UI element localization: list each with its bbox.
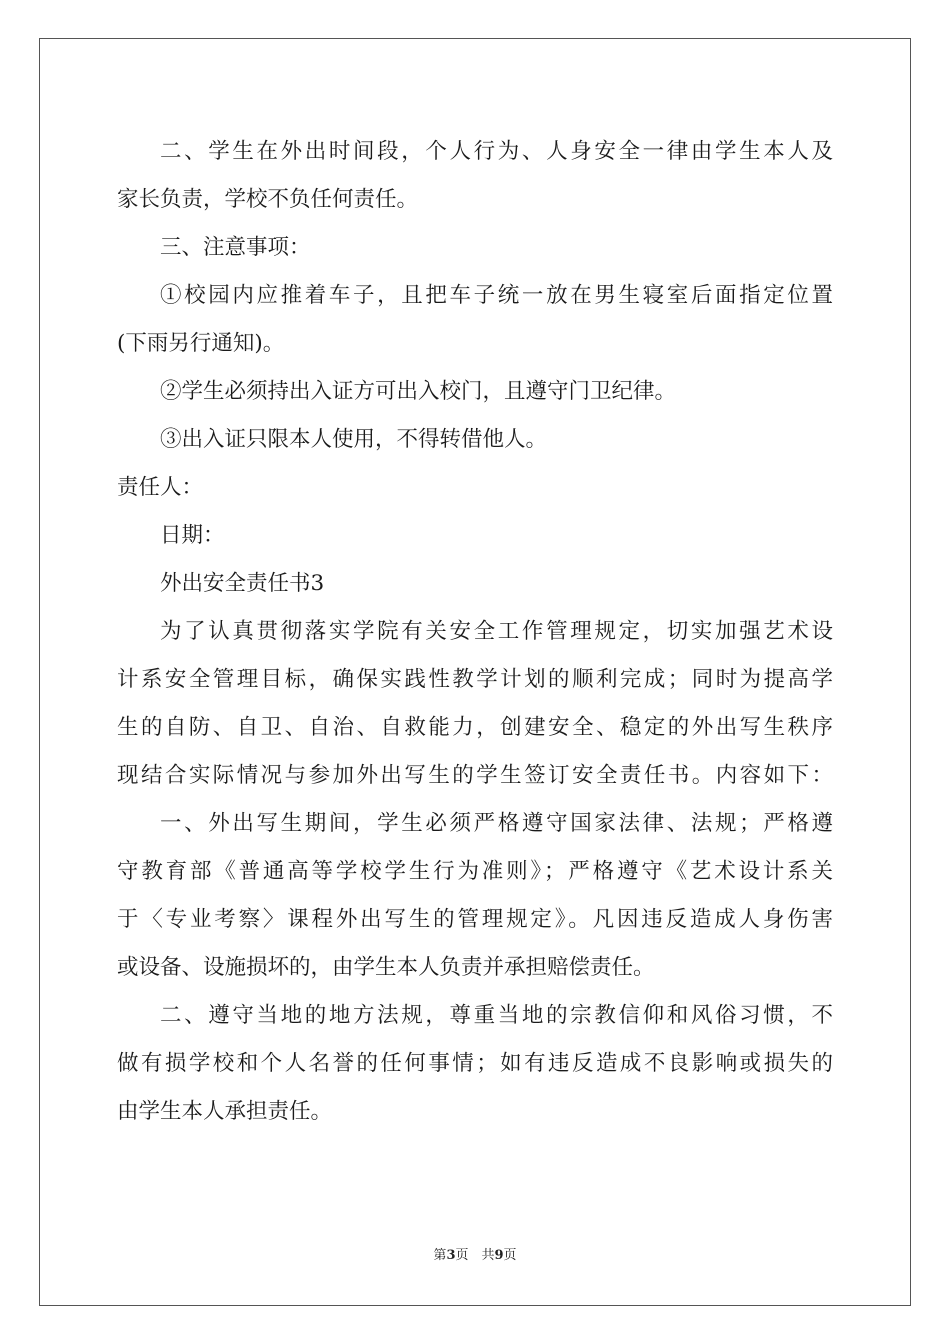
page-footer bbox=[0, 1244, 950, 1263]
text-line: 计系安全管理目标，确保实践性教学计划的顺利完成；同时为提高学 bbox=[117, 667, 833, 692]
text-line: 责任人： bbox=[117, 475, 204, 500]
text-line: 生的自防、自卫、自治、自救能力，创建安全、稳定的外出写生秩序 bbox=[117, 715, 833, 740]
footer-total-pages: 9 bbox=[494, 1248, 504, 1263]
footer-prefix: 第 bbox=[433, 1248, 447, 1263]
text-line: 做有损学校和个人名誉的任何事情；如有违反造成不良影响或损失的 bbox=[117, 1051, 833, 1076]
text-line: 外出安全责任书3 bbox=[160, 571, 325, 596]
text-line: 为了认真贯彻落实学院有关安全工作管理规定，切实加强艺术设 bbox=[160, 619, 833, 644]
text-line: 守教育部《普通高等学校学生行为准则》；严格遵守《艺术设计系关 bbox=[117, 859, 833, 884]
text-line: ②学生必须持出入证方可出入校门，且遵守门卫纪律。 bbox=[160, 379, 677, 404]
text-line: 一、外出写生期间，学生必须严格遵守国家法律、法规；严格遵 bbox=[160, 811, 833, 836]
text-line: (下雨另行通知)。 bbox=[117, 331, 285, 356]
document-body bbox=[117, 128, 833, 1136]
text-line: 家长负责，学校不负任何责任。 bbox=[117, 187, 419, 212]
footer-current-page: 3 bbox=[446, 1248, 456, 1263]
text-line: 三、注意事项： bbox=[160, 235, 311, 260]
text-line: 日期： bbox=[160, 523, 225, 548]
text-line: ③出入证只限本人使用，不得转借他人。 bbox=[160, 427, 548, 452]
text-line: 或设备、设施损坏的，由学生本人负责并承担赔偿责任。 bbox=[117, 955, 655, 980]
footer-suffix: 页 bbox=[503, 1248, 517, 1263]
footer-middle: 页 共 bbox=[455, 1248, 495, 1263]
text-line: 于〈专业考察〉课程外出写生的管理规定》。凡因违反造成人身伤害 bbox=[117, 907, 833, 932]
text-line: 二、学生在外出时间段，个人行为、人身安全一律由学生本人及 bbox=[160, 139, 833, 164]
text-line: 二、遵守当地的地方法规，尊重当地的宗教信仰和风俗习惯，不 bbox=[160, 1003, 833, 1028]
text-line: 由学生本人承担责任。 bbox=[117, 1099, 333, 1124]
text-line: 现结合实际情况与参加外出写生的学生签订安全责任书。内容如下： bbox=[117, 763, 833, 788]
text-line: ①校园内应推着车子，且把车子统一放在男生寝室后面指定位置 bbox=[160, 283, 833, 308]
